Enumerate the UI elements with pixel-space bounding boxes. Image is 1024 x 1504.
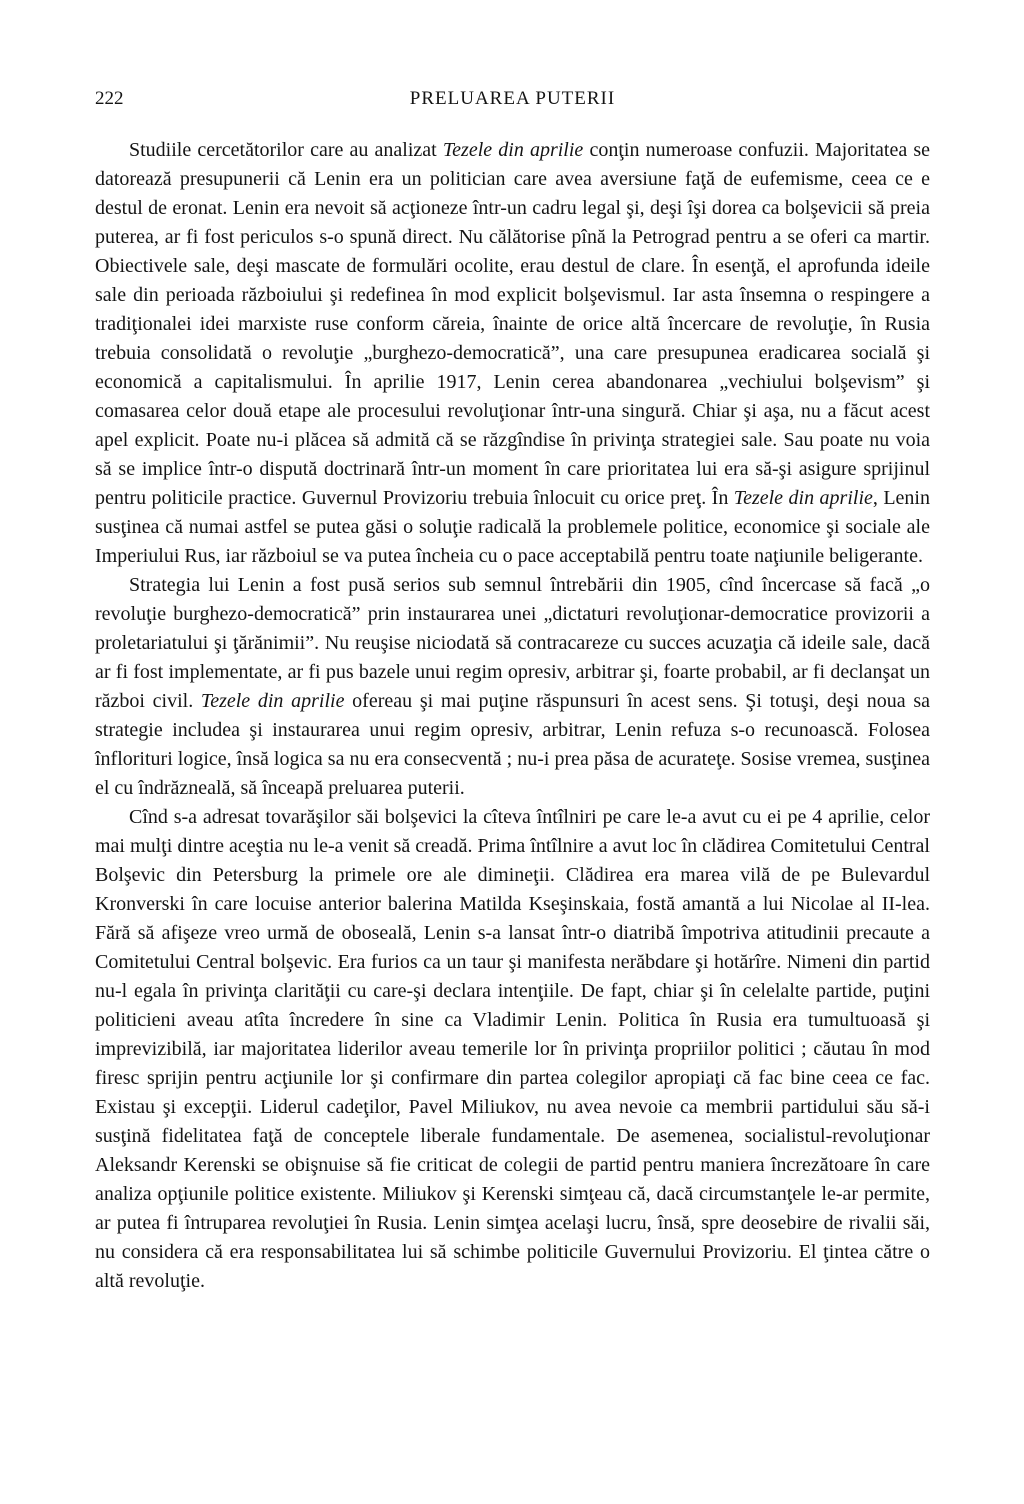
italic-text-run: Tezele din aprilie <box>442 139 584 161</box>
text-run: , Lenin susţinea că numai astfel se putea găsi o soluţie radicală la problemele politice, economice şi sociale ale Imperiului Rus, iar războiul se va putea încheia cu o pace acceptabilă pentru toate naţiunile beligerante. <box>95 487 930 567</box>
paragraph <box>95 571 930 803</box>
header-title: PRELUAREA PUTERII <box>409 88 616 109</box>
paragraph <box>95 803 930 1296</box>
page-header <box>95 88 930 114</box>
paragraph <box>95 136 930 571</box>
italic-text-run: Tezele din aprilie <box>733 487 873 509</box>
text-run: conţin numeroase confuzii. Majoritatea se datorează presupunerii că Lenin era un politician care avea aversiune faţă de eufemisme, ceea ce e destul de eronat. Lenin era nevoit să acţioneze într-un cadru legal şi, deşi îşi dorea ca bolşevicii să preia puterea, ar fi fost periculos s-o spună direct. Nu călătorise pînă la Petrograd pentru a se oferi ca martir. Obiectivele sale, deşi mascate de formulări ocolite, erau destul de clare. În esenţă, el aprofunda ideile sale din perioada războiului şi redefinea în mod explicit bolşevismul. Iar asta însemna o respingere a tradiţionalei idei marxiste ruse conform căreia, înainte de orice altă încercare de revoluţie, în Rusia trebuia consolidată o revoluţie „burghezo-democratică”, una care presupunea eradicarea socială şi economică a capitalismului. În aprilie 1917, Lenin cerea abandonarea „vechiului bolşevism” şi comasarea celor două etape ale procesului revoluţionar într-una singură. Chiar şi aşa, nu a făcut acest apel explicit. Poate nu-i plăcea să admită că se răzgîndise în privinţa strategiei sale. Sau poate nu voia să se implice într-o dispută doctrinară într-un moment în care prioritatea lui era să-şi asigure sprijinul pentru politicile practice. Guvernul Provizoriu trebuia înlocuit cu orice preţ. În <box>95 139 930 509</box>
page-number: 222 <box>95 88 124 109</box>
body-text <box>95 136 930 1296</box>
text-run: Strategia lui Lenin a fost pusă serios sub semnul întrebării din 1905, cînd încercase să facă „o revoluţie burghezo-democratică” prin instaurarea unei „dictaturi revoluţionar-democratice provizorii a proletariatului şi ţărănimii”. Nu reuşise niciodată să contracareze cu succes acuzaţia că ideile sale, dacă ar fi fost implementate, ar fi pus bazele unui regim opresiv, arbitrar şi, foarte probabil, ar fi declanşat un război civil. <box>95 574 930 712</box>
text-run: ofereau şi mai puţine răspunsuri în acest sens. Şi totuşi, deşi noua sa strategie includea şi instaurarea unui regim opresiv, arbitrar, Lenin refuza s-o recunoască. Folosea înflorituri logice, însă logica sa nu era consecventă ; nu-i prea păsa de acurateţe. Sosise vremea, susţinea el cu îndrăzneală, să înceapă preluarea puterii. <box>95 690 930 799</box>
text-run: Cînd s-a adresat tovarăşilor săi bolşevici la cîteva întîlniri pe care le-a avut cu ei pe 4 aprilie, celor mai mulţi dintre aceştia nu le-a venit să creadă. Prima întîlnire a avut loc în clădirea Comitetului Central Bolşevic din Petersburg la primele ore ale dimineţii. Clădirea era marea vilă de pe Bulevardul Kronverski în care locuise anterior balerina Matilda Kseşinskaia, fostă amantă a lui Nicolae al II-lea. Fără să afişeze vreo urmă de oboseală, Lenin s-a lansat într-o diatribă împotriva atitudinii precaute a Comitetului Central bolşevic. Era furios ca un taur şi manifesta nerăbdare şi hotărîre. Nimeni din partid nu-l egala în privinţa clarităţii cu care-şi declara intenţiile. De fapt, chiar şi în celelalte partide, puţini politicieni aveau atîta încredere în sine ca Vladimir Lenin. Politica în Rusia era tumultuoasă şi imprevizibilă, iar majoritatea liderilor aveau temerile lor în privinţa propriilor politici ; căutau în mod firesc sprijin pentru acţiunile lor şi confirmare din partea colegilor apropiaţi că fac bine ceea ce fac. Existau şi excepţii. Liderul cadeţilor, Pavel Miliukov, nu avea nevoie ca membrii partidului său să-i susţină fidelitatea faţă de conceptele liberale fundamentale. De asemenea, socialistul-revoluţionar Aleksandr Kerenski se obişnuise să fie criticat de colegii de partid pentru maniera încrezătoare în care analiza opţiunile politice existente. Miliukov şi Kerenski simţeau că, dacă circumstanţele le-ar permite, ar putea fi întruparea revoluţiei în Rusia. Lenin simţea acelaşi lucru, însă, spre deosebire de rivalii săi, nu considera că era responsabilitatea lui să schimbe politicile Guvernului Provizoriu. El ţintea către o altă revoluţie. <box>95 806 930 1292</box>
italic-text-run: Tezele din aprilie <box>200 690 345 712</box>
text-run: Studiile cercetătorilor care au analizat <box>129 139 443 161</box>
